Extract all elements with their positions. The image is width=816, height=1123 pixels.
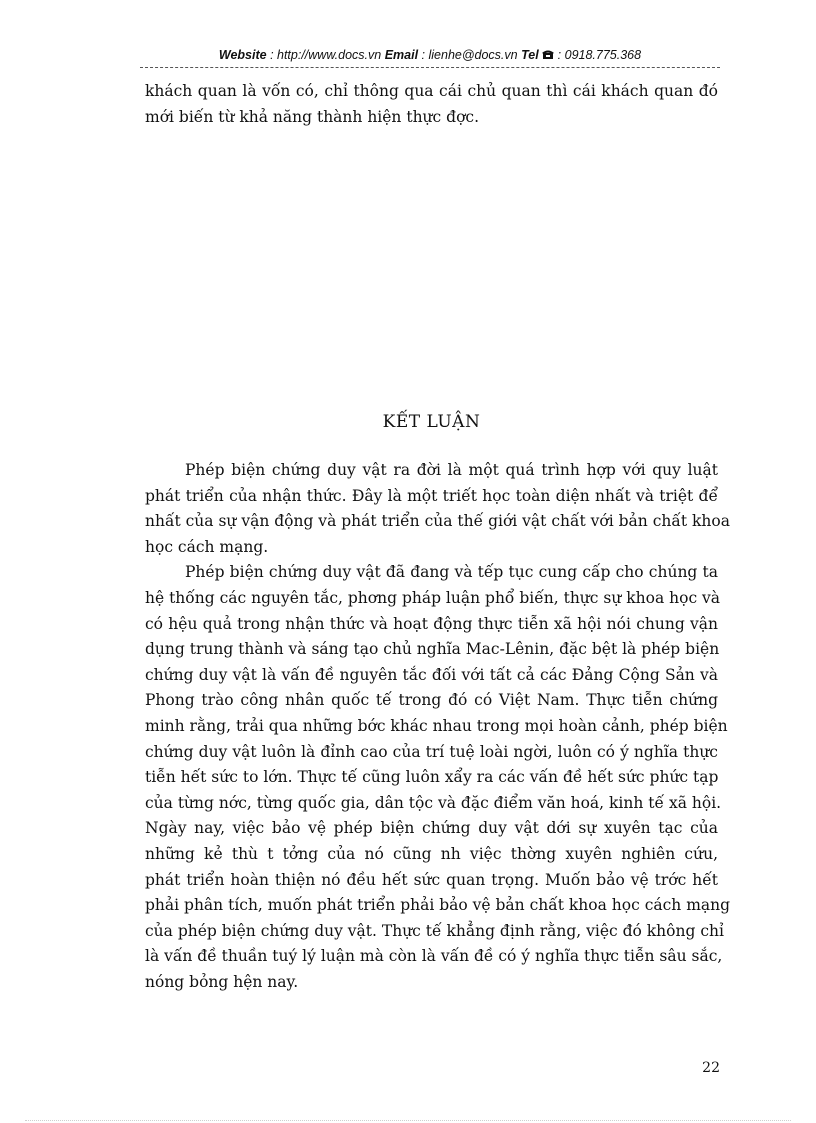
text-line: có hệu quả trong nhận thức và hoạt động thực tiễn xã hội nói chung vận (145, 614, 718, 633)
text-line: nóng bỏng hện nay. (145, 972, 299, 991)
text-line: chứng duy vật luôn là đỉnh cao của trí tuệ loài ngời, luôn có ý nghĩa thực (145, 742, 718, 761)
text-line: Phong trào công nhân quốc tế trong đó có Việt Nam. Thực tiễn chứng (145, 691, 718, 710)
website-label: Website (218, 48, 267, 62)
text-line: những kẻ thù t tởng của nó cũng nh việc thờng xuyên nghiên cứu, (145, 844, 718, 863)
intro-paragraph (145, 79, 718, 130)
page-number: 22 (702, 1060, 720, 1076)
text-line: Phép biện chứng duy vật ra đời là một quá trình hợp với quy luật (185, 461, 718, 479)
text-line: của từng nớc, từng quốc gia, dân tộc và đặc điểm văn hoá, kinh tế xã hội. (145, 793, 722, 812)
text-line: Phép biện chứng duy vật đã đang và tếp tục cung cấp cho chúng ta (185, 563, 718, 582)
text-line: nhất của sự vận động và phát triển của thế giới vật chất với bản chất khoa (145, 512, 730, 531)
text-line: mới biến từ khả năng thành hiện thực đợc. (145, 107, 480, 126)
text-line: phát triển của nhận thức. Đây là một triết học toàn diện nhất và triệt để (145, 486, 718, 505)
email-label: Email (384, 48, 419, 62)
text-line: Ngày nay, việc bảo vệ phép biện chứng duy vật dới sự xuyên tạc của (145, 819, 718, 838)
text-line: chứng duy vật là vấn đề nguyên tắc đối với tất cả các Đảng Cộng Sản và (145, 665, 718, 684)
text-line: khách quan là vốn có, chỉ thông qua cái chủ quan thì cái khách quan đó (145, 82, 718, 100)
footer-divider (25, 1120, 791, 1121)
text-line: dụng trung thành và sáng tạo chủ nghĩa Mac-Lênin, đặc bệt là phép biện (145, 640, 720, 659)
text-line: của phép biện chứng duy vật. Thực tế khẳng định rằng, việc đó không chỉ (145, 921, 724, 940)
text-line: phát triển hoàn thiện nó đều hết sức quan trọng. Muốn bảo vệ trớc hết (145, 870, 718, 889)
text-line: tiễn hết sức to lớn. Thực tế cũng luôn xẩy ra các vấn đề hết sức phức tạp (145, 768, 719, 787)
page-header (140, 48, 720, 62)
text-line: hệ thống các nguyên tắc, phơng pháp luận phổ biến, thực sự khoa học và (145, 588, 721, 607)
email-value: : lienhe@docs.vn (418, 48, 522, 62)
phone-icon (542, 48, 557, 62)
section-title: KẾT LUẬN (382, 412, 481, 432)
header-divider (140, 67, 720, 68)
text-line: minh rằng, trải qua những bớc khác nhau trong mọi hoàn cảnh, phép biện (145, 716, 728, 735)
paragraph-2 (145, 560, 731, 995)
text-line: là vấn đề thuần tuý lý luận mà còn là vấn đề có ý nghĩa thực tiễn sâu sắc, (145, 947, 723, 966)
website-value: : http://www.docs.vn (266, 48, 385, 62)
tel-value: : 0918.775.368 (557, 48, 642, 62)
tel-label: Tel (521, 48, 539, 62)
conclusion-body (145, 458, 731, 995)
text-line: phải phân tích, muốn phát triển phải bảo vệ bản chất khoa học cách mạng (145, 896, 731, 915)
text-line: học cách mạng. (145, 537, 269, 556)
paragraph-1 (145, 458, 730, 560)
